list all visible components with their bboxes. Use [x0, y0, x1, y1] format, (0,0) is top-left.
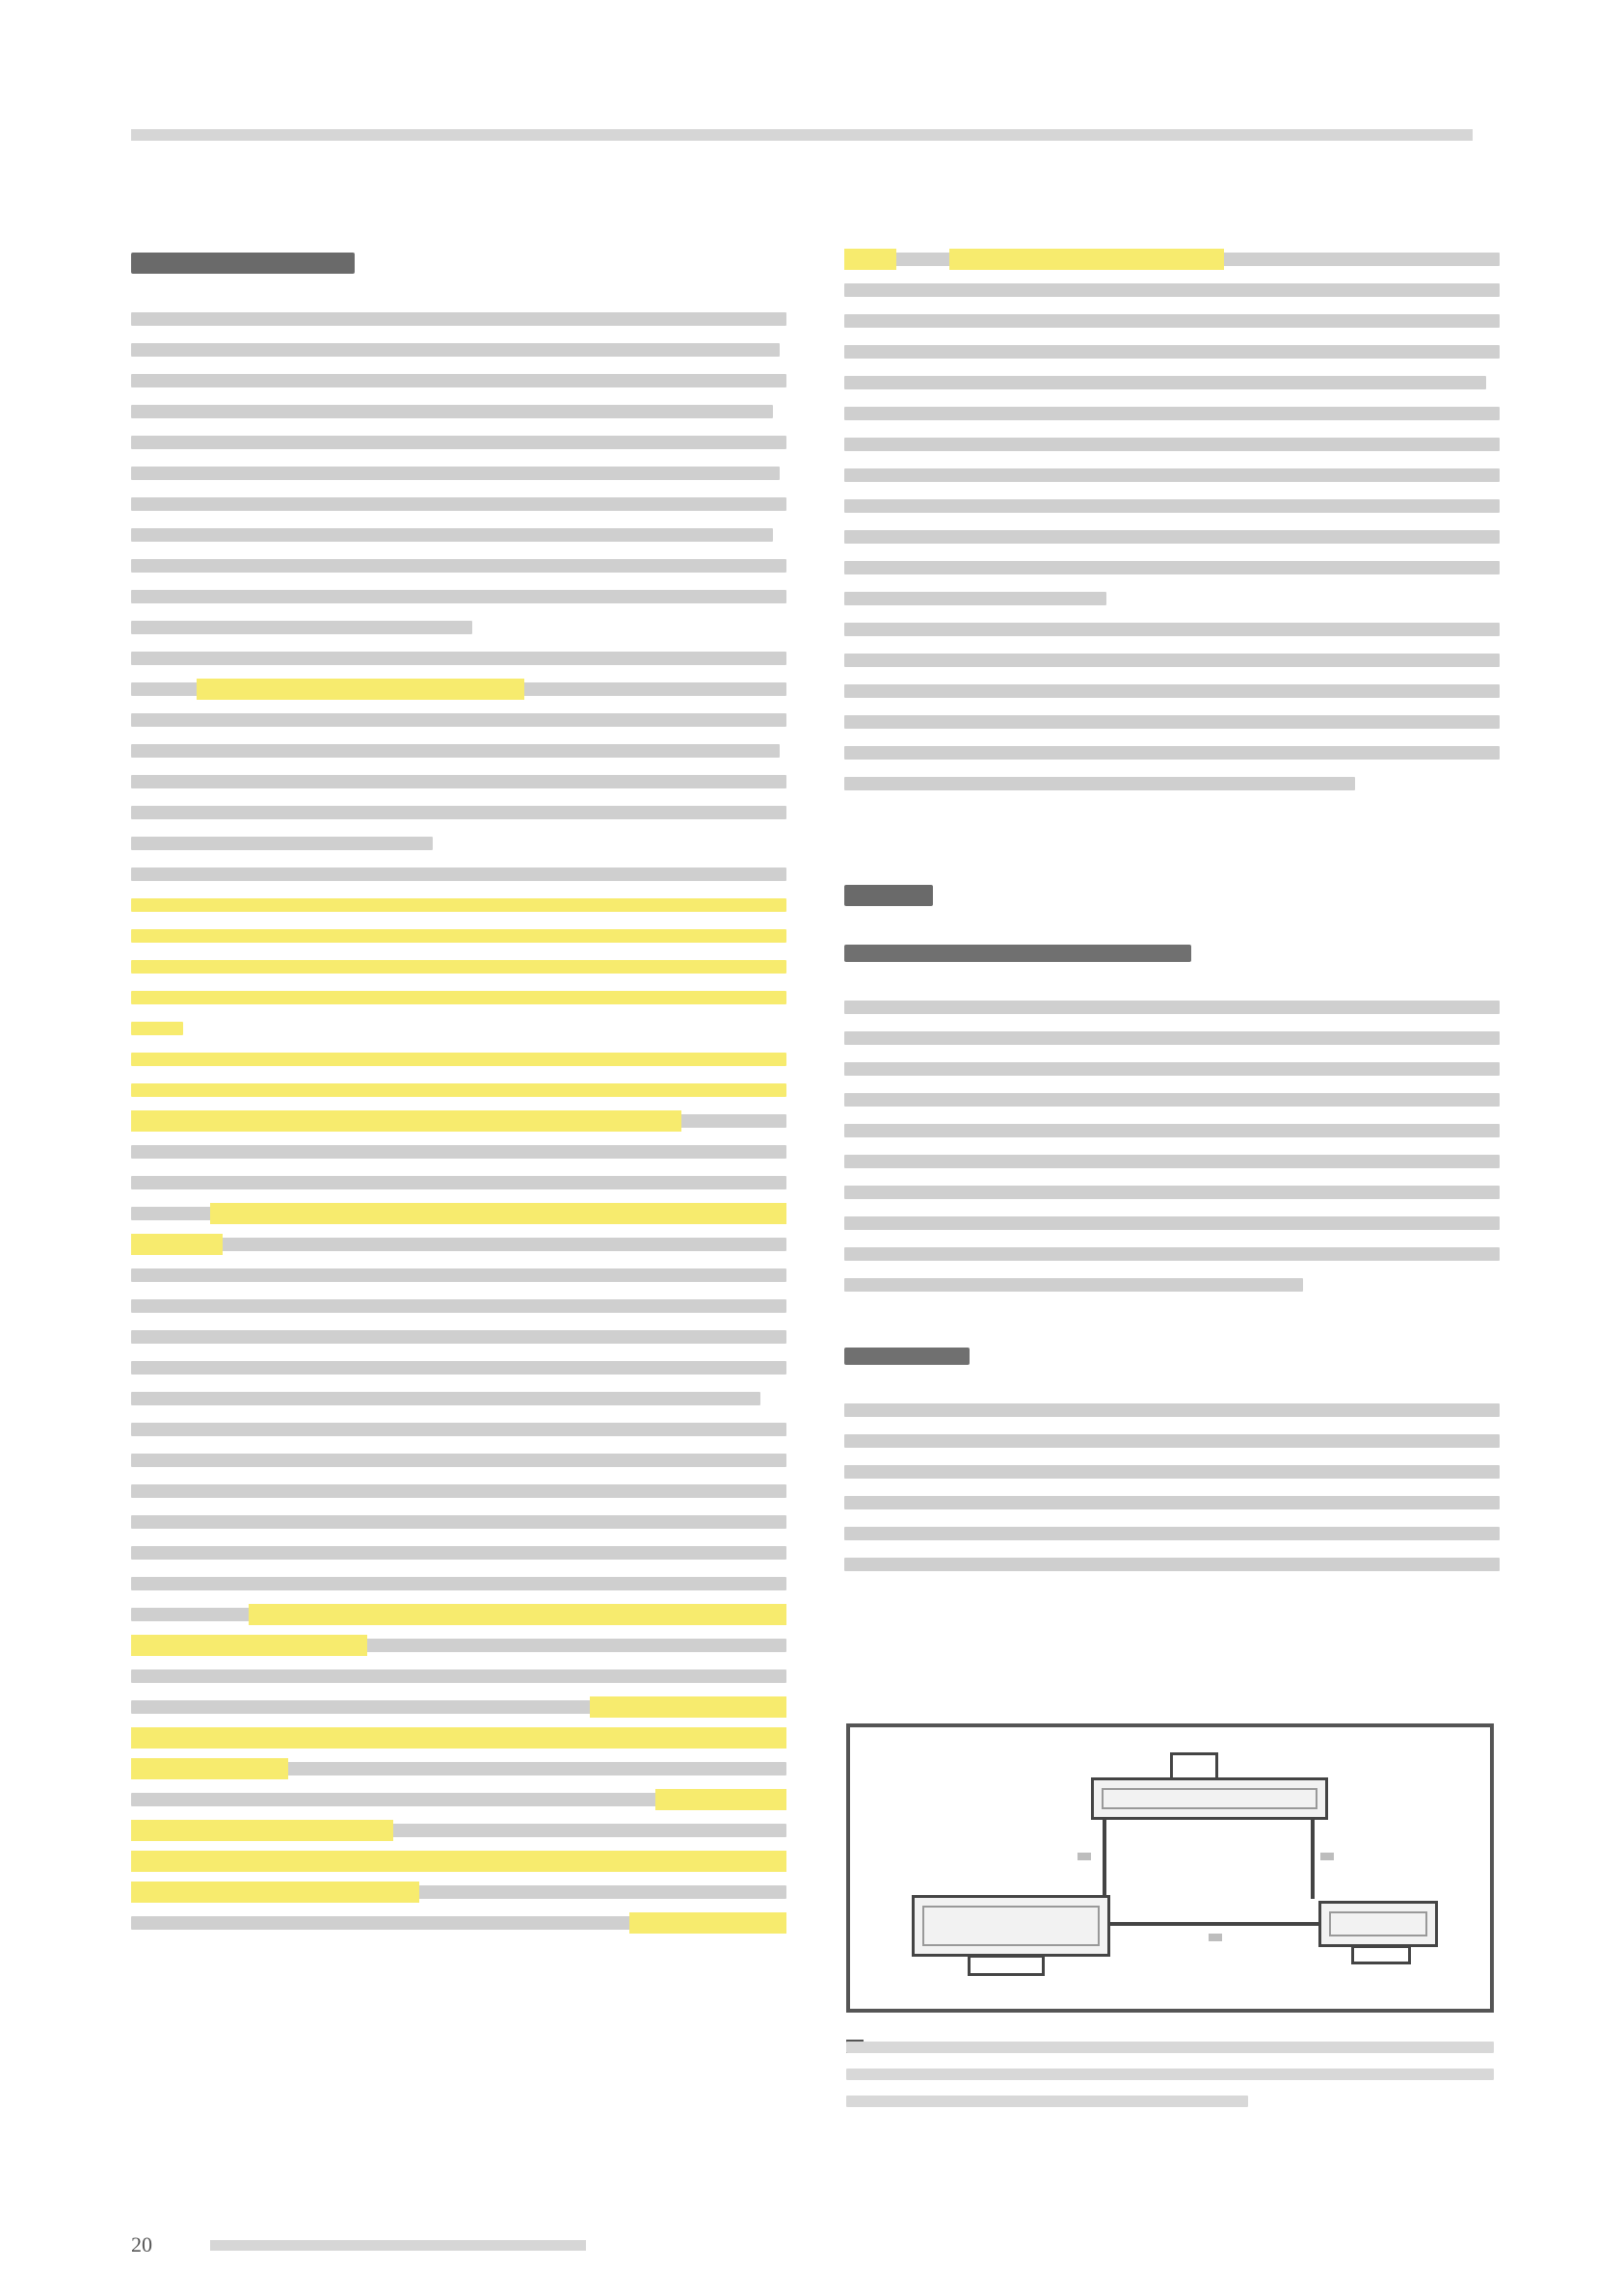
- text-line: [844, 468, 1500, 482]
- text-line: [844, 1001, 1500, 1014]
- text-line: [844, 623, 1500, 636]
- highlight: [131, 1882, 419, 1903]
- text-line-highlighted: [131, 1083, 786, 1097]
- text-line: [844, 746, 1500, 760]
- text-line: [844, 1434, 1500, 1448]
- text-line: [131, 467, 780, 480]
- text-line: [131, 652, 786, 665]
- highlight: [131, 1758, 288, 1779]
- text-line: [844, 1062, 1500, 1076]
- text-line: [131, 775, 786, 788]
- text-line: [844, 715, 1500, 729]
- text-line: [131, 1793, 786, 1806]
- text-line: [131, 1855, 786, 1868]
- paragraph: [131, 1423, 786, 1930]
- subsection-heading: [844, 945, 1191, 962]
- text-line: [131, 528, 773, 542]
- text-line: [844, 253, 1500, 266]
- paragraph: [844, 253, 1500, 389]
- text-line: [131, 436, 786, 449]
- diagram-node-top: [1091, 1777, 1328, 1820]
- text-line: [131, 1299, 786, 1313]
- text-line: [844, 1124, 1500, 1137]
- text-line: [131, 497, 786, 511]
- highlight: [131, 1635, 367, 1656]
- highlight: [131, 1234, 223, 1255]
- text-line: [844, 438, 1500, 451]
- text-line: [131, 1639, 786, 1652]
- text-line: [131, 1238, 786, 1251]
- text-line: [844, 1093, 1500, 1107]
- text-line: [131, 1330, 786, 1344]
- edge-label-placeholder: [1320, 1853, 1334, 1860]
- text-line: [131, 1824, 786, 1837]
- footer-citation: [210, 2240, 586, 2251]
- paragraph: [844, 1001, 1500, 1292]
- text-line: [844, 283, 1500, 297]
- text-line: [131, 1669, 786, 1683]
- text-line: [131, 744, 780, 758]
- diagram-node-right: [1318, 1901, 1438, 1947]
- text-line: [131, 621, 472, 634]
- highlight: [949, 249, 1225, 270]
- paragraph: [844, 407, 1500, 605]
- text-line: [131, 1916, 786, 1930]
- highlight: [655, 1789, 786, 1810]
- text-line: [844, 1527, 1500, 1540]
- caption-line: [846, 2069, 1494, 2080]
- text-line: [131, 713, 786, 727]
- subsection-heading: [844, 1348, 970, 1365]
- node-label-placeholder: [1102, 1788, 1317, 1809]
- text-line: [131, 1268, 786, 1282]
- highlight: [590, 1696, 786, 1718]
- highlight: [629, 1912, 786, 1934]
- page-number: 20: [131, 2232, 152, 2256]
- section-heading: [131, 253, 355, 274]
- text-line: [131, 1114, 786, 1128]
- text-line: [131, 1484, 786, 1498]
- text-line: [131, 682, 786, 696]
- text-line: [844, 1465, 1500, 1479]
- text-line: [131, 868, 786, 881]
- text-line: [131, 1392, 760, 1405]
- text-line-highlighted: [131, 1022, 183, 1035]
- highlight: [844, 249, 896, 270]
- text-line: [131, 1515, 786, 1529]
- text-line-highlighted: [131, 960, 786, 974]
- figure: [846, 1723, 1494, 2013]
- text-line: [131, 1577, 786, 1590]
- text-line: [131, 1762, 786, 1775]
- text-line: [844, 1216, 1500, 1230]
- node-label-placeholder: [922, 1906, 1100, 1946]
- edge-label-placeholder: [1078, 1853, 1091, 1860]
- text-line: [131, 1361, 786, 1375]
- paragraph: [131, 868, 786, 1035]
- text-line: [844, 1496, 1500, 1509]
- text-line: [844, 1403, 1500, 1417]
- node-label-placeholder: [1329, 1911, 1427, 1936]
- highlight: [197, 679, 524, 700]
- text-line: [131, 590, 786, 603]
- text-line: [844, 1186, 1500, 1199]
- text-line: [844, 654, 1500, 667]
- text-line: [131, 1207, 786, 1220]
- text-line: [131, 343, 780, 357]
- text-line: [131, 1145, 786, 1159]
- text-line: [844, 345, 1500, 359]
- text-line: [844, 1278, 1303, 1292]
- caption-line: [846, 2096, 1248, 2107]
- node-tab: [968, 1955, 1045, 1976]
- text-line: [131, 1731, 786, 1745]
- highlight: [249, 1604, 786, 1625]
- highlight: [210, 1203, 786, 1224]
- diagram-edge: [1110, 1922, 1324, 1926]
- text-line: [131, 837, 433, 850]
- paragraph: [131, 312, 786, 634]
- text-line: [131, 1885, 786, 1899]
- section-heading: [844, 885, 933, 906]
- text-line: [844, 1155, 1500, 1168]
- text-line: [844, 314, 1500, 328]
- text-line: [131, 1423, 786, 1436]
- text-line-highlighted: [131, 1053, 786, 1066]
- diagram-edge: [1311, 1820, 1315, 1899]
- text-line-highlighted: [131, 898, 786, 912]
- figure-caption: [846, 2042, 1494, 2122]
- left-column: [131, 253, 786, 1947]
- diagram-edge: [1103, 1820, 1106, 1899]
- text-line: [131, 1700, 786, 1714]
- node-tab: [1351, 1945, 1411, 1964]
- text-line: [131, 559, 786, 573]
- text-line: [844, 499, 1500, 513]
- text-line: [844, 530, 1500, 544]
- text-line: [131, 1176, 786, 1189]
- text-line-highlighted: [131, 929, 786, 943]
- text-line: [131, 405, 773, 418]
- paragraph: [844, 1403, 1500, 1571]
- text-line: [844, 1558, 1500, 1571]
- text-line: [844, 561, 1500, 574]
- text-line: [131, 1608, 786, 1621]
- running-header: [131, 129, 1473, 141]
- text-line: [131, 806, 786, 819]
- paragraph: [131, 1053, 786, 1405]
- highlight: [131, 1727, 786, 1749]
- paragraph: [844, 623, 1500, 790]
- text-line: [844, 684, 1500, 698]
- right-column: [844, 253, 1500, 1589]
- highlight: [131, 1820, 393, 1841]
- highlight: [131, 1110, 681, 1132]
- text-line-highlighted: [131, 991, 786, 1004]
- text-line: [844, 1247, 1500, 1261]
- caption-line: [846, 2042, 1494, 2053]
- text-line: [131, 374, 786, 387]
- text-line: [131, 1454, 786, 1467]
- text-line: [844, 777, 1355, 790]
- text-line: [844, 1031, 1500, 1045]
- text-line: [844, 376, 1486, 389]
- highlight: [131, 1851, 786, 1872]
- edge-label-placeholder: [1209, 1934, 1222, 1941]
- diagram-node-left: [912, 1895, 1110, 1957]
- text-line: [131, 312, 786, 326]
- text-line: [131, 1546, 786, 1560]
- text-line: [844, 407, 1500, 420]
- paragraph: [131, 652, 786, 850]
- text-line: [844, 592, 1106, 605]
